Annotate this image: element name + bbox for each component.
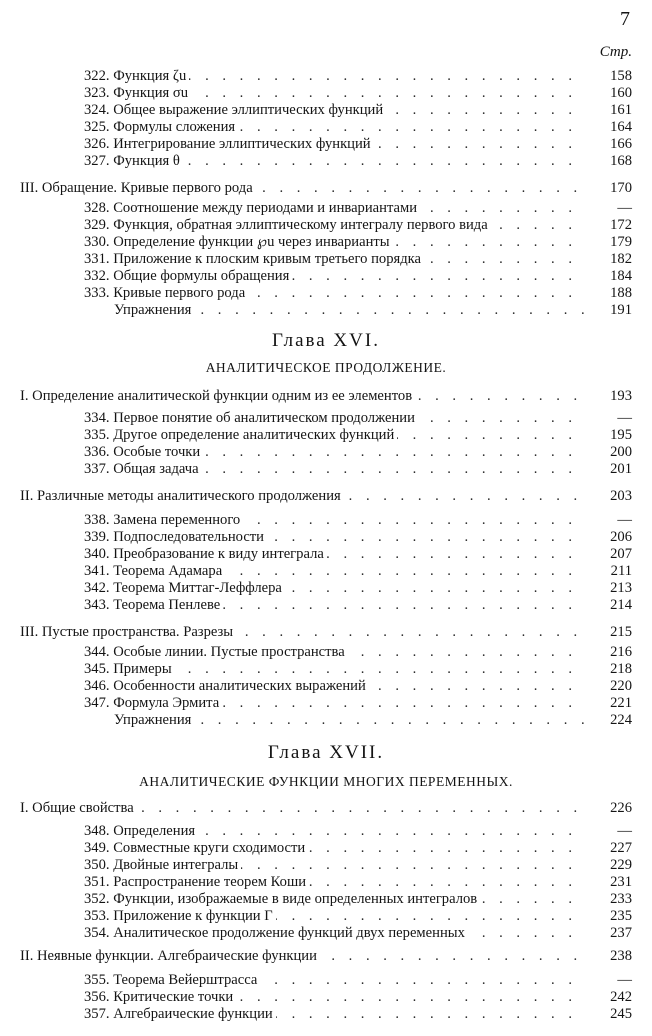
pages-column-header: Стр. xyxy=(599,44,632,60)
toc-entry-title: 348. Определения xyxy=(84,823,198,840)
toc-entry-title: Упражнения xyxy=(114,712,194,729)
toc-entry-title: 337. Общая задача xyxy=(84,461,202,478)
toc-entry xyxy=(84,85,632,102)
toc-entry xyxy=(84,1006,632,1023)
toc-entry-page: 195 xyxy=(607,427,632,444)
toc-entry xyxy=(84,102,632,119)
toc-entry-title: 354. Аналитическое продолжение функций двух переменных xyxy=(84,925,468,942)
toc-entry-page: 193 xyxy=(607,388,632,405)
toc-entry-page: — xyxy=(614,200,632,217)
toc-entry xyxy=(84,563,632,580)
toc-entry-title: 334. Первое понятие об аналитическом продолжении xyxy=(84,410,418,427)
toc-entry-title: I. Определение аналитической функции одним из ее элементов xyxy=(20,388,415,405)
toc-entry-page: 170 xyxy=(607,180,632,197)
toc-entry-page: 221 xyxy=(607,695,632,712)
toc-entry-title: I. Общие свойства xyxy=(20,800,137,817)
toc-entry-title: 350. Двойные интегралы xyxy=(84,857,241,874)
chapter-heading: Глава XVII. xyxy=(267,742,385,763)
toc-entry-page: 188 xyxy=(607,285,632,302)
toc-entry-page: 172 xyxy=(607,217,632,234)
toc-entry-page: 214 xyxy=(607,597,632,614)
toc-entry-page: 226 xyxy=(607,800,632,817)
toc-entry-title: 342. Теорема Миттаг-Леффлера xyxy=(84,580,285,597)
toc-entry-page: 229 xyxy=(607,857,632,874)
toc-entry xyxy=(114,712,632,729)
toc-entry xyxy=(84,200,632,217)
toc-entry xyxy=(84,529,632,546)
toc-entry-page: 213 xyxy=(607,580,632,597)
toc-entry-title: 331. Приложение к плоским кривым третьего порядка xyxy=(84,251,424,268)
toc-entry xyxy=(84,989,632,1006)
toc-entry xyxy=(84,285,632,302)
toc-entry xyxy=(20,388,632,405)
toc-entry xyxy=(84,874,632,891)
toc-entry-title: 322. Функция ζu xyxy=(84,68,189,85)
toc-entry-page: 235 xyxy=(607,908,632,925)
toc-entry xyxy=(84,644,632,661)
toc-entry-page: 206 xyxy=(607,529,632,546)
toc-entry-title: 340. Преобразование к виду интеграла xyxy=(84,546,327,563)
toc-entry-page: 207 xyxy=(607,546,632,563)
toc-entry-page: 191 xyxy=(607,302,632,319)
toc-entry xyxy=(84,461,632,478)
toc-entry xyxy=(84,580,632,597)
toc-entry-title: 327. Функция θ xyxy=(84,153,183,170)
toc-entry xyxy=(84,512,632,529)
toc-entry-page: 227 xyxy=(607,840,632,857)
toc-entry-page: 201 xyxy=(607,461,632,478)
toc-entry-title: 326. Интегрирование эллиптических функций xyxy=(84,136,374,153)
toc-entry-title: 332. Общие формулы обращения xyxy=(84,268,292,285)
toc-entry-page: 168 xyxy=(607,153,632,170)
toc-entry-page: 158 xyxy=(607,68,632,85)
toc-entry-page: 238 xyxy=(607,948,632,965)
toc-entry xyxy=(84,908,632,925)
toc-entry xyxy=(84,925,632,942)
toc-entry xyxy=(84,153,632,170)
toc-entry xyxy=(20,488,632,505)
toc-entry-page: — xyxy=(614,972,632,989)
toc-entry xyxy=(84,234,632,251)
toc-entry-title: 335. Другое определение аналитических функций xyxy=(84,427,397,444)
toc-entry-title: 356. Критические точки xyxy=(84,989,236,1006)
toc-entry xyxy=(84,427,632,444)
toc-entry xyxy=(84,857,632,874)
toc-entry xyxy=(84,444,632,461)
toc-entry-title: 325. Формулы сложения xyxy=(84,119,238,136)
toc-entry-page: 231 xyxy=(607,874,632,891)
toc-entry xyxy=(20,800,632,817)
toc-entry xyxy=(20,948,632,965)
toc-entry-page: 184 xyxy=(607,268,632,285)
toc-entry-title: 343. Теорема Пенлеве xyxy=(84,597,223,614)
toc-entry-title: 344. Особые линии. Пустые пространства xyxy=(84,644,348,661)
toc-entry-page: 179 xyxy=(607,234,632,251)
toc-entry xyxy=(84,891,632,908)
toc-entry-title: 339. Подпоследовательности xyxy=(84,529,267,546)
toc-entry-title: 330. Определение функции ℘u через инварианты xyxy=(84,234,393,251)
toc-entry-title: 353. Приложение к функции Γ xyxy=(84,908,276,925)
toc-entry-title: 355. Теорема Вейерштрасса xyxy=(84,972,260,989)
toc-entry xyxy=(84,217,632,234)
toc-entry xyxy=(20,624,632,641)
toc-entry-title: 329. Функция, обратная эллиптическому интегралу первого вида xyxy=(84,217,491,234)
toc-entry xyxy=(84,68,632,85)
toc-entry-page: 211 xyxy=(608,563,632,580)
toc-entry-page: — xyxy=(614,823,632,840)
toc-entry-title: 346. Особенности аналитических выражений xyxy=(84,678,369,695)
toc-entry-title: III. Пустые пространства. Разрезы xyxy=(20,624,236,641)
toc-entry-page: 200 xyxy=(607,444,632,461)
page-number: 7 xyxy=(620,8,630,30)
toc-entry xyxy=(114,302,632,319)
toc-entry-page: 237 xyxy=(607,925,632,942)
toc-entry-title: 345. Примеры xyxy=(84,661,175,678)
toc-entry-title: 352. Функции, изображаемые в виде определенных интегралов xyxy=(84,891,480,908)
toc-entry-title: 341. Теорема Адамара xyxy=(84,563,225,580)
toc-entry-title: 347. Формула Эрмита xyxy=(84,695,222,712)
toc-entry-page: 215 xyxy=(607,624,632,641)
toc-entry-page: 216 xyxy=(607,644,632,661)
toc-entry-title: 324. Общее выражение эллиптических функций xyxy=(84,102,386,119)
toc-entry-page: 242 xyxy=(607,989,632,1006)
toc-entry-title: III. Обращение. Кривые первого рода xyxy=(20,180,256,197)
chapter-heading: Глава XVI. xyxy=(272,330,380,351)
toc-entry-page: 182 xyxy=(607,251,632,268)
toc-entry-title: Упражнения xyxy=(114,302,194,319)
toc-entry-title: 357. Алгебраические функции xyxy=(84,1006,276,1023)
toc-entry xyxy=(84,597,632,614)
toc-entry xyxy=(84,268,632,285)
toc-entry xyxy=(84,410,632,427)
toc-entry-page: 233 xyxy=(607,891,632,908)
toc-entry-page: 224 xyxy=(607,712,632,729)
chapter-subtitle: АНАЛИТИЧЕСКОЕ ПРОДОЛЖЕНИЕ. xyxy=(205,360,447,375)
toc-entry xyxy=(84,972,632,989)
toc-entry xyxy=(84,251,632,268)
toc-entry xyxy=(84,823,632,840)
toc-entry-title: 323. Функция σu xyxy=(84,85,191,102)
toc-entry-page: 220 xyxy=(607,678,632,695)
toc-entry-page: 160 xyxy=(607,85,632,102)
toc-entry xyxy=(84,840,632,857)
toc-entry-page: 161 xyxy=(607,102,632,119)
toc-entry xyxy=(84,546,632,563)
toc-entry xyxy=(20,180,632,197)
toc-entry-title: 328. Соотношение между периодами и инвариантами xyxy=(84,200,420,217)
toc-entry xyxy=(84,678,632,695)
toc-entry-title: 333. Кривые первого рода xyxy=(84,285,248,302)
toc-entry-page: 166 xyxy=(607,136,632,153)
toc-entry-title: 349. Совместные круги сходимости xyxy=(84,840,308,857)
toc-entry-title: 336. Особые точки xyxy=(84,444,203,461)
chapter-subtitle: АНАЛИТИЧЕСКИЕ ФУНКЦИИ МНОГИХ ПЕРЕМЕННЫХ. xyxy=(139,774,513,789)
toc-entry-title: 351. Распространение теорем Коши xyxy=(84,874,309,891)
toc-entry-title: II. Неявные функции. Алгебраические функции xyxy=(20,948,320,965)
toc-entry-title: 338. Замена переменного xyxy=(84,512,243,529)
toc-entry-page: — xyxy=(614,512,632,529)
toc-entry-page: 245 xyxy=(607,1006,632,1023)
toc-entry xyxy=(84,695,632,712)
toc-entry-title: II. Различные методы аналитического продолжения xyxy=(20,488,344,505)
toc-entry-page: — xyxy=(614,410,632,427)
toc-entry xyxy=(84,136,632,153)
toc-entry-page: 164 xyxy=(607,119,632,136)
toc-entry xyxy=(84,661,632,678)
toc-entry-page: 218 xyxy=(607,661,632,678)
toc-entry xyxy=(84,119,632,136)
toc-entry-page: 203 xyxy=(607,488,632,505)
